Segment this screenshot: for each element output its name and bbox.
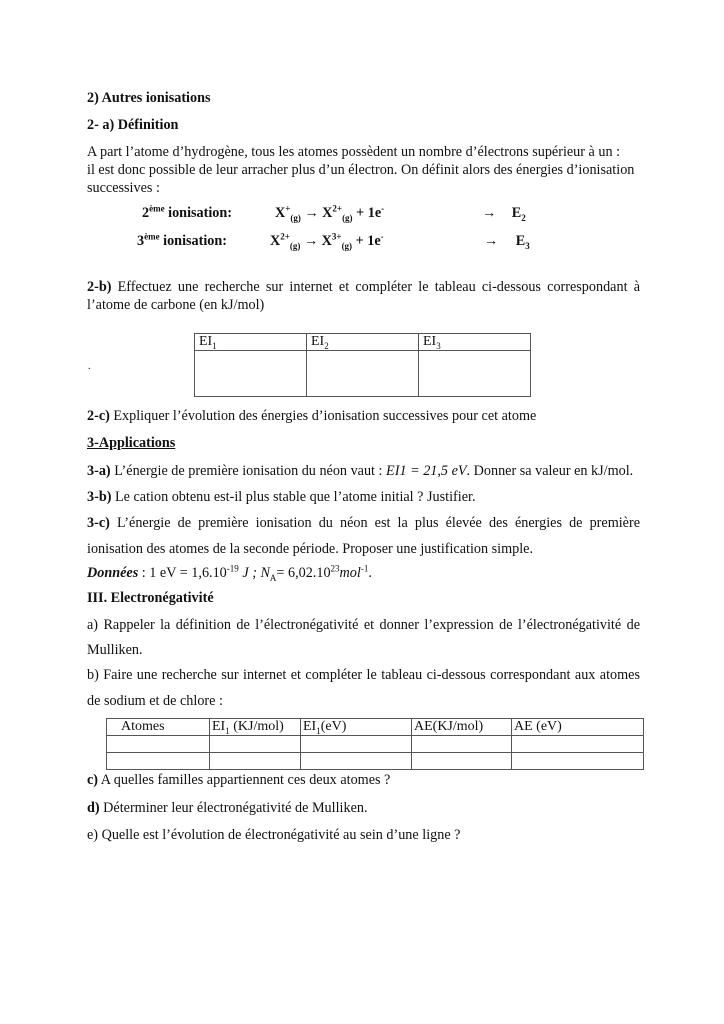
eq-reactant-charge: +: [285, 203, 291, 214]
energy-symbol: E: [511, 205, 522, 221]
subscript: A: [269, 572, 277, 583]
eq-order: 2: [142, 205, 150, 221]
question-IIIa-line-1: a) Rappeler la définition de l’électronégativité et donner l’expression de l’électronégativité de: [87, 617, 640, 633]
result-arrow-icon: →: [482, 205, 497, 221]
table-header-row: [195, 334, 531, 351]
table-row: [195, 351, 531, 397]
question-label: 3-b): [87, 489, 112, 505]
question-3c-line-2: ionisation des atomes de la seconde période. Proposer une justification simple.: [87, 541, 534, 557]
electronegativity-table: [106, 718, 644, 770]
question-label: 2-c): [87, 408, 110, 424]
section-2a-title: 2- a) Définition: [87, 117, 179, 133]
question-IIIa-line-2: Mulliken.: [87, 642, 143, 658]
eq-state: (g): [342, 212, 353, 223]
donnees-line: [87, 564, 372, 582]
eq-electron: + 1e: [355, 233, 381, 249]
donnees-text: .: [368, 565, 372, 581]
question-IIIb-line-2: de sodium et de chlore :: [87, 693, 223, 709]
eq-product: X: [321, 233, 332, 249]
input-cell-ei3[interactable]: [419, 351, 531, 397]
eq-product-charge: 2+: [332, 203, 343, 214]
cell-ei1-ev[interactable]: [301, 736, 412, 753]
header-cell-ei1-ev: [301, 719, 412, 736]
question-2b-line-2: l’atome de carbone (en kJ/mol): [87, 297, 265, 313]
question-text: Déterminer leur électronégativité de Mulliken.: [99, 800, 368, 816]
question-label: 3-c): [87, 515, 110, 531]
definition-line-3: successives :: [87, 180, 160, 196]
header-cell-atomes: [107, 719, 210, 736]
cell-ae-kjmol[interactable]: [412, 753, 512, 770]
input-cell-ei2[interactable]: [307, 351, 419, 397]
equation-third-reaction: [270, 233, 384, 250]
eq-label: ionisation:: [164, 205, 232, 221]
energy-sub: 3: [525, 240, 530, 251]
eq-electron: + 1e: [356, 205, 382, 221]
header-base: EI: [311, 334, 325, 349]
eq-label: ionisation:: [159, 233, 227, 249]
energy-symbol: E: [515, 233, 526, 249]
question-3b: [87, 488, 476, 506]
input-cell-ei1[interactable]: [195, 351, 307, 397]
equation-second-ionisation: [142, 205, 232, 222]
cell-atom[interactable]: [107, 753, 210, 770]
question-text: Expliquer l’évolution des énergies d’ionisation successives pour cet atome: [109, 408, 537, 424]
question-text: Le cation obtenu est-il plus stable que l’atome initial ? Justifier.: [111, 489, 476, 505]
question-text: L’énergie de première ionisation du néon est la plus élevée des énergies de première: [109, 515, 640, 531]
question-text: Effectuez une recherche sur internet et compléter le tableau ci-dessous correspondant à: [111, 279, 640, 295]
donnees-text: = 6,02.10: [276, 565, 331, 581]
definition-line-1: A part l’atome d’hydrogène, tous les atomes possèdent un nombre d’électrons supérieur à un :: [87, 144, 621, 160]
eq-reactant: X: [275, 205, 286, 221]
question-2b-line-1: [87, 278, 640, 296]
cell-ei1-kjmol[interactable]: [210, 736, 301, 753]
cell-ei1-kjmol[interactable]: [210, 753, 301, 770]
header-sub: 1: [212, 340, 217, 351]
question-text: L’énergie de première ionisation du néon vaut :: [110, 463, 387, 479]
eq-state: (g): [341, 240, 353, 251]
question-3a: [87, 462, 633, 480]
question-text: . Donner sa valeur en kJ/mol.: [466, 463, 634, 479]
header-sub: 2: [324, 340, 329, 351]
header-sub: 1: [225, 725, 230, 736]
question-label: d): [87, 800, 100, 816]
donnees-text: : 1 eV = 1,6.10: [138, 565, 227, 581]
header-cell-ei2: [307, 334, 419, 351]
equation-second-reaction: [275, 205, 384, 222]
eq-product: X: [322, 205, 333, 221]
table-header-row: [107, 719, 644, 736]
cell-ae-ev[interactable]: [512, 753, 644, 770]
table-row: [107, 736, 644, 753]
cell-atom[interactable]: [107, 736, 210, 753]
unit: mol: [339, 565, 361, 581]
donnees-label: Données: [87, 565, 139, 581]
equation-second-energy: [482, 205, 526, 222]
header-base: EI: [303, 719, 317, 734]
eq-order-sup: ème: [144, 231, 160, 242]
equation-third-ionisation: [137, 233, 227, 250]
header-cell-ei3: [419, 334, 531, 351]
eq-electron-charge: -: [381, 203, 385, 214]
table-row: [107, 753, 644, 770]
section-3-title: 3-Applications: [87, 435, 176, 451]
header-base: EI: [423, 334, 437, 349]
question-IIId: [87, 799, 368, 817]
eq-order-sup: ème: [149, 203, 165, 214]
equation-third-energy: [484, 233, 530, 250]
eq-reactant-charge: 2+: [280, 231, 290, 242]
exponent: -1: [360, 563, 369, 574]
carbon-ionisation-table: [194, 333, 531, 397]
header-cell-ei1: [195, 334, 307, 351]
cell-ei1-ev[interactable]: [301, 753, 412, 770]
definition-line-2: il est donc possible de leur arracher plus d’un électron. On définit alors des énergies d’ionisation: [87, 162, 635, 178]
question-label: 3-a): [87, 463, 111, 479]
header-cell-ae-ev: [512, 719, 644, 736]
header-base: EI: [199, 334, 213, 349]
cell-ae-kjmol[interactable]: [412, 736, 512, 753]
question-IIIc: [87, 771, 390, 789]
eq-electron-charge: -: [380, 231, 384, 242]
unit: J: [238, 565, 249, 581]
header-base: AE (eV): [514, 719, 562, 734]
question-IIIb-line-1: b) Faire une recherche sur internet et compléter le tableau ci-dessous correspondant aux atomes: [87, 667, 640, 683]
donnees-text: ; N: [248, 565, 270, 581]
eq-order: 3: [137, 233, 145, 249]
question-2c: [87, 407, 536, 425]
question-label: c): [87, 772, 99, 788]
header-rest: (eV): [320, 719, 347, 734]
header-sub: 1: [316, 725, 321, 736]
eq-reactant: X: [270, 233, 281, 249]
stray-dot: .: [88, 361, 91, 372]
header-base: EI: [212, 719, 226, 734]
exponent: -19: [226, 563, 239, 574]
question-label: 2-b): [87, 279, 112, 295]
header-base: AE(KJ/mol): [414, 719, 484, 734]
section-III-title: III. Electronégativité: [87, 590, 214, 606]
header-sub: 3: [436, 340, 441, 351]
reaction-arrow-icon: →: [303, 233, 319, 249]
eq-state: (g): [290, 212, 301, 223]
question-text: A quelles familles appartiennent ces deux atomes ?: [98, 772, 391, 788]
reaction-arrow-icon: →: [304, 205, 319, 221]
cell-ae-ev[interactable]: [512, 736, 644, 753]
header-cell-ae-kjmol: [412, 719, 512, 736]
header-cell-ei1-kjmol: [210, 719, 301, 736]
question-IIIe: e) Quelle est l’évolution de électronégativité au sein d’une ligne ?: [87, 827, 461, 843]
header-rest: (KJ/mol): [229, 719, 284, 734]
formula: EI1 = 21,5 eV: [386, 463, 467, 479]
energy-sub: 2: [521, 212, 526, 223]
eq-product-charge: 3+: [331, 231, 342, 242]
section-2-title: 2) Autres ionisations: [87, 90, 211, 106]
exponent: 23: [330, 563, 340, 574]
question-3c-line-1: [87, 514, 640, 532]
header-base: Atomes: [121, 719, 165, 734]
eq-state: (g): [289, 240, 301, 251]
result-arrow-icon: →: [484, 233, 499, 249]
